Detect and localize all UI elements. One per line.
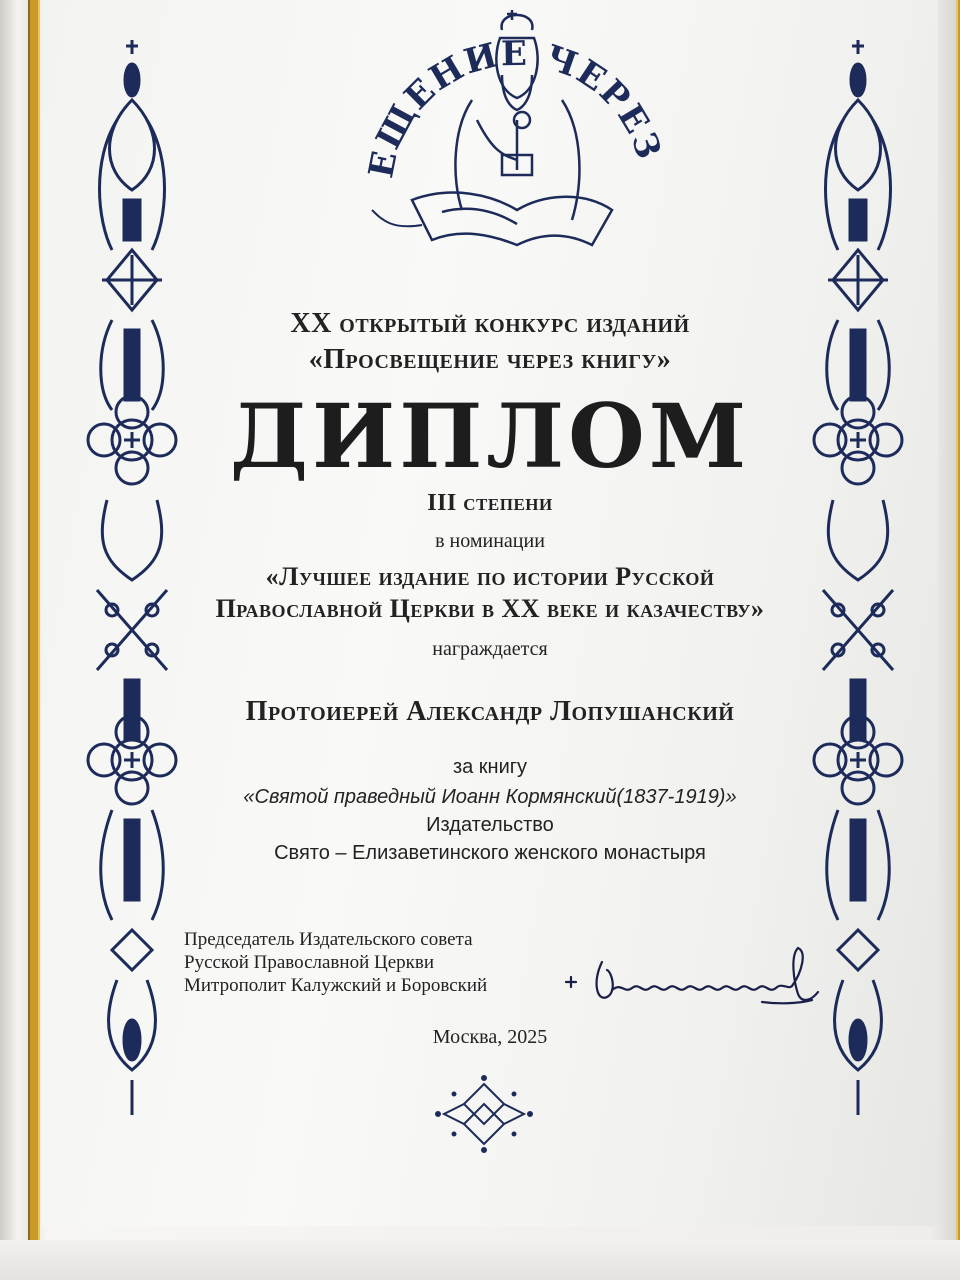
signer-line-2: Русской Православной Церкви [184, 952, 435, 973]
diploma-title: ДИПЛОМ [229, 384, 751, 488]
book-title: «Святой праведный Иоанн Кормянский(1837-1919)» [243, 786, 737, 808]
publisher-label: Издательство [426, 814, 554, 836]
signer-line-1: Председатель Издательского совета [184, 929, 473, 950]
recipient-name: Протоиерей Александр Лопушанский [245, 696, 735, 727]
publisher-name: Свято – Елизаветинского женского монастыря [274, 842, 706, 864]
book-label: за книгу [452, 756, 528, 778]
nomination-label: в номинации [435, 530, 545, 552]
contest-line-1: XX открытый конкурс изданий [290, 308, 690, 339]
nomination-line-2: Православной Церкви в XX веке и казачеству» [215, 594, 765, 623]
nomination-line-1: «Лучшее издание по истории Русской [265, 562, 715, 591]
contest-line-2: «Просвещение через книгу» [308, 344, 672, 375]
degree-label: III степени [427, 490, 553, 516]
logo-arc-text: ЕЩЕНИЕ ЧЕРЕЗ [361, 33, 670, 182]
gold-frame-border [30, 0, 960, 1254]
awarded-label: награждается [432, 638, 548, 660]
place-date: Москва, 2025 [432, 1026, 548, 1048]
signer-line-3: Митрополит Калужский и Боровский [184, 975, 488, 996]
frame-bottom-edge [0, 1240, 960, 1280]
